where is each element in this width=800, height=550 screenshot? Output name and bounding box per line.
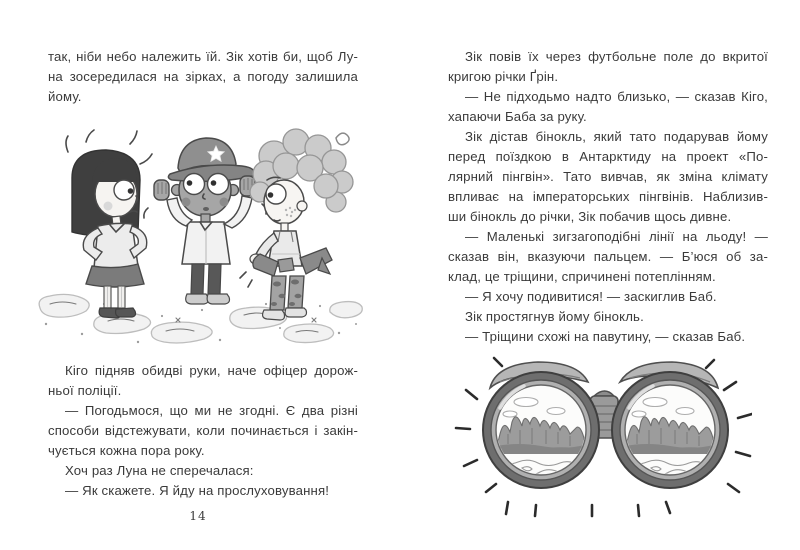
text-line: — Маленькі зигзагоподібні лінії на льоду! — [465, 229, 768, 244]
lens-left [483, 372, 599, 498]
text-line: — Погодьмося, що ми не згодні. Є два різні [65, 403, 358, 418]
text-line: йому. [48, 89, 82, 104]
left-page-text-top [48, 47, 358, 107]
text-line: сказав він, вказуючи пальцем. — Б’юся об за- [448, 249, 768, 264]
text-line: Зік повів їх через футбольне поле до вкритої [465, 49, 768, 64]
text-line: чується кожна пора року. [48, 443, 205, 458]
text-line: Кіго підняв обидві руки, наче офіцер дорож- [65, 363, 358, 378]
text-line: — Як скажете. Я йду на прослуховування! [65, 483, 330, 498]
text-line: Хоч раз Луна не сперечалася: [65, 463, 254, 478]
text-line: кригою річки Ґрін. [448, 69, 559, 84]
text-line: лярний пінгвін». Тато вивчав, як зміна клімату [448, 169, 768, 184]
text-line: Зік простягнув йому бінокль. [465, 309, 644, 324]
right-page-text [448, 47, 768, 347]
page-number: 14 [189, 509, 207, 523]
text-line: — Не підходьмо надто близько, — сказав Кіго, [465, 89, 768, 104]
text-line: ши бінокль до річки, Зік побачив щось дивне. [448, 209, 732, 224]
lens-right [612, 372, 728, 498]
text-line: на зосередилася на зірках, а погоду залишила [48, 69, 358, 84]
text-line: хапаючи Баба за руку. [448, 109, 587, 124]
illustration-binoculars [452, 356, 752, 518]
text-line: — Я хочу подивитися! — заскиглив Баб. [465, 289, 717, 304]
text-line: впливає на імператорських пінгвінів. Наблизив- [448, 189, 768, 204]
text-line: клад, це тріщини, спричинені потеплінням. [448, 269, 716, 284]
text-line: ньої поліції. [48, 383, 122, 398]
text-line: способи відстежувати, коли починається і закін- [48, 423, 358, 438]
boy-character-kigo [144, 138, 266, 304]
curly-kid-character-bab [240, 129, 353, 320]
text-line: — Тріщини схожі на павутину, — сказав Баб. [465, 329, 746, 344]
text-line: перед поїздкою в Антарктиду на проект «По- [448, 149, 768, 164]
illustration-three-kids [34, 128, 364, 350]
text-line: Зік дістав бінокль, який тато подарував йому [465, 129, 768, 144]
girl-character [66, 130, 152, 318]
text-line: так, ніби небо належить їй. Зік хотів би, щоб Лу- [48, 49, 358, 64]
left-page-text-bottom [48, 361, 358, 501]
